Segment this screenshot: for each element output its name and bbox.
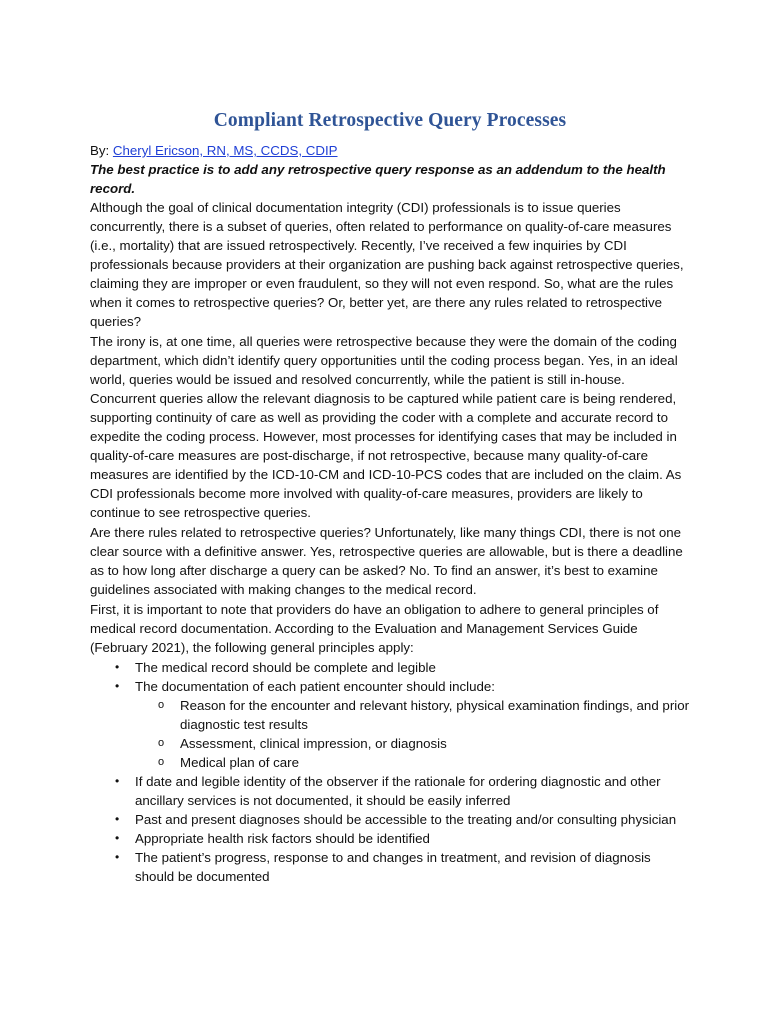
list-item-text: The medical record should be complete and legible (135, 660, 436, 675)
bullet-icon: • (115, 850, 120, 864)
document-page (90, 107, 690, 886)
bullet-icon: • (115, 812, 120, 826)
list-item-text: The patient’s progress, response to and changes in treatment, and revision of diagnosis should be documented (135, 850, 651, 884)
circle-bullet-icon: o (158, 699, 165, 711)
byline (90, 141, 690, 160)
bullet-icon: • (115, 679, 120, 693)
sub-list-item-text: Medical plan of care (180, 755, 299, 770)
sub-list-item-text: Assessment, clinical impression, or diagnosis (180, 736, 447, 751)
document-title: Compliant Retrospective Query Processes (213, 110, 567, 131)
sub-list-item (135, 753, 690, 772)
byline-prefix: By: (90, 143, 113, 158)
list-item (90, 810, 690, 829)
list-item (90, 772, 690, 810)
list-item-text: Appropriate health risk factors should be identified (135, 831, 430, 846)
encounter-sublist (135, 696, 690, 772)
author-link[interactable]: Cheryl Ericson, RN, MS, CCDS, CDIP (112, 143, 338, 158)
lead-statement: The best practice is to add any retrospective query response as an addendum to the health record. (90, 162, 666, 196)
circle-bullet-icon: o (158, 737, 165, 749)
paragraph-4: First, it is important to note that providers do have an obligation to adhere to general principles of medical record documentation. According to the Evaluation and Management Services Guide (February 2021), the following general principles apply: (90, 602, 659, 655)
paragraph-2: The irony is, at one time, all queries were retrospective because they were the domain of the coding department, which didn’t identify query opportunities until the coding process began. Yes, in an ideal world, queries would be issued and resolved concurrently, while the patient is still in-house. Concurrent queries allow the relevant diagnosis to be captured while patient care is being rendered, supporting continuity of care as well as providing the coder with a complete and accurate record to expedite the coding process. However, most processes for identifying cases that may be included in quality-of-care measures are post-discharge, if not retrospective, because many quality-of-care measures are identified by the ICD-10-CM and ICD-10-PCS codes that are included on the claim. As CDI professionals become more involved with quality-of-care measures, providers are likely to continue to see retrospective queries. (90, 334, 682, 520)
list-item-text: The documentation of each patient encounter should include: (135, 679, 496, 694)
sub-list-item (135, 696, 690, 734)
bullet-icon: • (115, 774, 120, 788)
list-item (90, 677, 690, 772)
document-body (90, 141, 690, 886)
principles-list (90, 658, 690, 886)
list-item-text: If date and legible identity of the observer if the rationale for ordering diagnostic and other ancillary services is not documented, it should be easily inferred (135, 774, 661, 808)
list-item-text: Past and present diagnoses should be accessible to the treating and/or consulting physician (135, 812, 677, 827)
list-item (90, 829, 690, 848)
list-item (90, 658, 690, 677)
sub-list-item-text: Reason for the encounter and relevant history, physical examination findings, and prior diagnostic test results (180, 698, 690, 732)
sub-list-item (135, 734, 690, 753)
paragraph-3: Are there rules related to retrospective queries? Unfortunately, like many things CDI, there is not one clear source with a definitive answer. Yes, retrospective queries are allowable, but is there a deadline as to how long after discharge a query can be asked? No. To find an answer, it’s best to examine guidelines associated with making changes to the medical record. (90, 525, 683, 597)
circle-bullet-icon: o (158, 756, 165, 768)
bullet-icon: • (115, 660, 120, 674)
list-item (90, 848, 690, 886)
paragraph-1: Although the goal of clinical documentation integrity (CDI) professionals is to issue queries concurrently, there is a subset of queries, often related to performance on quality-of-care measures (i.e., mortality) that are issued retrospectively. Recently, I’ve received a few inquiries by CDI professionals because providers at their organization are pushing back against retrospective queries, claiming they are improper or even fraudulent, so they will not even respond. So, what are the rules when it comes to retrospective queries? Or, better yet, are there any rules related to retrospective queries? (90, 200, 684, 329)
bullet-icon: • (115, 831, 120, 845)
